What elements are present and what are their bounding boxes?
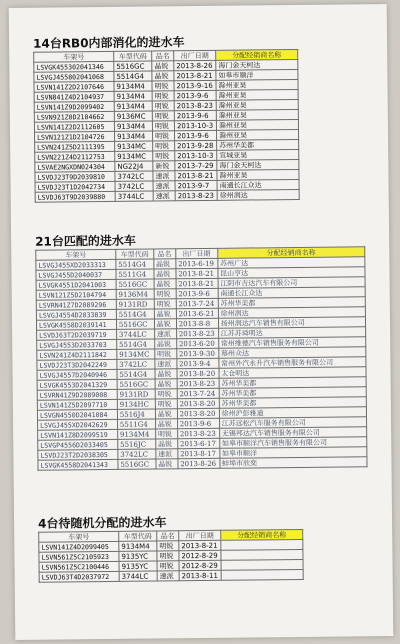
vin-cell: LSVRN41Z7D2089296 xyxy=(36,299,116,310)
distributor-cell: 苏州华美都 xyxy=(219,387,366,399)
factory-date-cell: 2013-9-28 xyxy=(175,140,217,150)
distributor-cell: 昆山亨达 xyxy=(218,267,365,279)
model-code-cell: 5514G4 xyxy=(116,309,154,319)
model-code-cell: 9135YC xyxy=(119,551,157,561)
model-code-cell: 3744LC xyxy=(115,191,153,201)
distributor-cell: 江阴市吉达汽车有限公司 xyxy=(218,277,365,289)
section-title: 14台RB0内部消化的进水车 xyxy=(33,35,185,51)
vin-cell: LSVN121Z1D2104726 xyxy=(35,131,115,142)
factory-date-cell: 2013-6-19 xyxy=(176,258,218,268)
factory-date-cell: 2013-8-21 xyxy=(175,170,217,180)
table-body xyxy=(34,49,300,202)
product-name-cell: 明锐 xyxy=(153,141,175,151)
distributor-header: 分配经销商名称 xyxy=(216,49,298,60)
vin-cell: LSVN561Z5C2100446 xyxy=(39,561,119,572)
vin-cell: LSVGJ455XD2042629 xyxy=(38,419,118,430)
distributor-cell: 苏州华美都 xyxy=(217,139,299,150)
vin-cell: LSVN121Z5D2104794 xyxy=(36,289,116,300)
product-name-cell: 明锐 xyxy=(154,299,176,309)
product-name-cell: 速派 xyxy=(156,449,178,459)
vin-cell: LSVDJ23T2D2038305 xyxy=(38,449,118,460)
product-name-cell: 速派 xyxy=(157,571,179,581)
model-code-cell: 3742LC xyxy=(117,359,155,369)
model-code-cell: 9134MC xyxy=(115,151,153,161)
distributor-cell: 江苏远松汽车服务有限公司 xyxy=(219,417,366,429)
product-name-cell: 晶锐 xyxy=(155,379,177,389)
vin-cell: LSVN221Z4D2112753 xyxy=(35,151,115,162)
section-random-allocation xyxy=(38,512,369,582)
model-code-cell: 9134MC xyxy=(117,349,155,359)
factory-date-cell: 2013-9-30 xyxy=(176,348,218,358)
model-code-cell: 5516GC xyxy=(117,379,155,389)
model-code-cell: 5516J4 xyxy=(117,409,155,419)
product-name-header: 品名 xyxy=(157,531,179,541)
distributor-cell: 常州维德汽车销售服务有限公司 xyxy=(218,337,365,349)
factory-date-cell: 2013-8-23 xyxy=(177,428,219,438)
distributor-cell: 滁州亚昊 xyxy=(216,99,298,110)
factory-date-cell: 2012-8-29 xyxy=(179,560,221,570)
vin-header: 车架号 xyxy=(36,249,116,260)
vin-cell: LSVN141Z5D2097710 xyxy=(37,399,117,410)
distributor-cell xyxy=(221,569,303,580)
factory-date-cell: 2013-7-29 xyxy=(175,160,217,170)
model-code-header: 车型代码 xyxy=(116,249,154,259)
model-code-cell: 9134M4 xyxy=(114,101,152,111)
factory-date-header: 出厂日期 xyxy=(174,50,216,60)
table-row xyxy=(38,457,367,470)
factory-date-cell: 2013-8-23 xyxy=(175,190,217,200)
product-name-cell: 明锐 xyxy=(155,399,177,409)
vehicle-table xyxy=(33,49,300,203)
product-name-cell: 晶锐 xyxy=(154,319,176,329)
distributor-cell: 如皋市顺洋 xyxy=(219,447,366,459)
model-code-cell: 3742LC xyxy=(118,449,156,459)
model-code-cell: 9131RD xyxy=(116,299,154,309)
vehicle-table xyxy=(35,246,367,470)
distributor-cell: 南通长江众达 xyxy=(217,179,299,190)
product-name-cell: 晶锐 xyxy=(154,339,176,349)
distributor-cell: 滁州亚昊 xyxy=(216,109,298,120)
distributor-cell: 海门金天柯达 xyxy=(217,159,299,170)
distributor-cell: 苏州华美都 xyxy=(219,397,366,409)
product-name-cell: 晶锐 xyxy=(154,309,176,319)
vin-cell: LSVGJ455XD2033313 xyxy=(36,259,116,270)
factory-date-cell: 2013-9-6 xyxy=(176,288,218,298)
factory-date-cell: 2013-8-20 xyxy=(177,408,219,418)
factory-date-cell: 2013-7-24 xyxy=(176,298,218,308)
distributor-cell: 慕州众达 xyxy=(218,347,365,359)
product-name-cell: 晶锐 xyxy=(154,279,176,289)
product-name-cell: 晶锐 xyxy=(156,459,178,469)
vin-cell: LSVN141Z2D2112605 xyxy=(34,121,114,132)
distributor-cell: 苏州华美都 xyxy=(219,377,366,389)
factory-date-cell: 2013-8-23 xyxy=(177,378,219,388)
section-title: 21台匹配的进水车 xyxy=(35,233,136,249)
model-code-cell: 9131RD xyxy=(117,389,155,399)
vin-cell: LSVN141Z4D2099405 xyxy=(39,541,119,552)
product-name-cell: 晶锐 xyxy=(155,369,177,379)
factory-date-cell: 2013-9-4 xyxy=(177,358,219,368)
factory-date-cell: 2013-10-3 xyxy=(174,120,216,130)
product-name-cell: 明锐 xyxy=(153,151,175,161)
model-code-cell: 3744LC xyxy=(116,329,154,339)
vin-cell: LSVN241Z4D2111842 xyxy=(37,349,117,360)
product-name-cell: 晶锐 xyxy=(152,61,174,71)
distributor-cell: 无锡邦达汽车销售服务有限公司 xyxy=(219,427,366,439)
model-code-cell: 9134M4 xyxy=(119,541,157,551)
factory-date-cell: 2013-6-20 xyxy=(176,338,218,348)
model-code-cell: 3742LC xyxy=(115,181,153,191)
model-code-cell: NG22J4 xyxy=(115,161,153,171)
product-name-cell: 明锐 xyxy=(152,101,174,111)
model-code-cell: 3744LC xyxy=(119,571,157,581)
product-name-cell: 速派 xyxy=(155,359,177,369)
model-code-cell: 9134MC xyxy=(115,141,153,151)
distributor-cell: 滁州亚昊 xyxy=(216,79,298,90)
factory-date-cell: 2013-8-21 xyxy=(174,70,216,80)
distributor-cell: 海门金天柯达 xyxy=(216,59,298,70)
vin-cell: LSVGK4551D2041003 xyxy=(36,279,116,290)
factory-date-cell: 2013-9-16 xyxy=(174,80,216,90)
factory-date-cell: 2012-8-29 xyxy=(179,550,221,560)
vin-cell: LSVGK4558D2041343 xyxy=(38,459,118,470)
factory-date-cell: 2013-8-21 xyxy=(179,540,221,550)
product-name-cell: 明锐 xyxy=(155,429,177,439)
distributor-cell: 江苏苏舜明达 xyxy=(218,327,365,339)
vin-cell: LSVGK4553D2041329 xyxy=(37,379,117,390)
table-body xyxy=(39,529,304,582)
vin-cell: LSVAE2NGXDN024304 xyxy=(35,161,115,172)
model-code-cell: 5514G4 xyxy=(117,339,155,349)
factory-date-cell: 2013-8-8 xyxy=(176,318,218,328)
model-code-header: 车型代码 xyxy=(114,51,152,61)
product-name-cell: 晶锐 xyxy=(154,259,176,269)
table-body xyxy=(36,247,367,470)
product-name-header: 品名 xyxy=(152,51,174,61)
factory-date-cell: 2013-8-20 xyxy=(177,368,219,378)
table-row xyxy=(35,189,299,202)
distributor-cell: 滁州亚昊 xyxy=(216,89,298,100)
distributor-cell: 滁州亚昊 xyxy=(217,169,299,180)
product-name-cell: 晶锐 xyxy=(155,419,177,429)
vin-cell: LSVGJ4553D2033703 xyxy=(37,339,117,350)
product-name-cell: 晶锐 xyxy=(152,71,174,81)
model-code-cell: 5516JC xyxy=(118,439,156,449)
model-code-cell: 5514G4 xyxy=(117,369,155,379)
model-code-cell: 9134M4 xyxy=(114,131,152,141)
distributor-cell: 蚌埠市欣奕 xyxy=(220,457,367,469)
vin-cell: LSVGJ455D2040037 xyxy=(36,269,116,280)
model-code-cell: 5514G4 xyxy=(114,71,152,81)
product-name-cell: 明锐 xyxy=(157,561,179,571)
vin-cell: LSVN841Z4D2104937 xyxy=(34,91,114,102)
factory-date-cell: 2013-8-17 xyxy=(178,448,220,458)
distributor-cell: 苏州广达 xyxy=(217,257,364,269)
factory-date-cell: 2013-10-3 xyxy=(175,150,217,160)
distributor-cell: 太仓明达 xyxy=(219,367,366,379)
vin-cell: LSVGP4556D2033405 xyxy=(38,439,118,450)
product-name-header: 品名 xyxy=(153,249,175,259)
vin-cell: LSVGJ4557D2040946 xyxy=(37,369,117,380)
distributor-cell: 滁州亚昊 xyxy=(216,129,298,140)
vin-cell: LSVGN4550D2041084 xyxy=(37,409,117,420)
factory-date-header: 出厂日期 xyxy=(179,530,221,540)
factory-date-cell: 2013-9-6 xyxy=(174,130,216,140)
vin-cell: LSVN141Z2D2107646 xyxy=(34,81,114,92)
distributor-cell: 徐州润达 xyxy=(217,189,299,200)
vin-cell: LSVN921Z0D2104662 xyxy=(34,111,114,122)
vin-cell: LSVDJ23T9D2039810 xyxy=(35,171,115,182)
vin-cell: LSVN561Z5C2105923 xyxy=(39,551,119,562)
distributor-cell: 常州外汽永升汽车销售服务有限公司 xyxy=(219,357,366,369)
vin-cell: LSVDJ63T9D2039880 xyxy=(35,191,115,202)
model-code-cell: 9136M4 xyxy=(116,289,154,299)
vin-cell: LSVDJ23T3D2042249 xyxy=(37,359,117,370)
factory-date-cell: 2013-8-23 xyxy=(174,100,216,110)
document-page xyxy=(9,4,394,640)
factory-date-cell: 2013-8-21 xyxy=(176,268,218,278)
product-name-cell: 明锐 xyxy=(152,91,174,101)
product-name-cell: 明锐 xyxy=(154,289,176,299)
factory-date-cell: 2013-8-20 xyxy=(177,398,219,408)
model-code-cell: 9136MC xyxy=(114,111,152,121)
vin-cell: LSVRN41Z9D2089008 xyxy=(37,389,117,400)
factory-date-cell: 2013-8-23 xyxy=(176,328,218,338)
factory-date-cell: 2013-9-6 xyxy=(177,418,219,428)
model-code-cell: 9134M4 xyxy=(117,429,155,439)
product-name-cell: 速派 xyxy=(153,171,175,181)
vin-cell: LSVDJ23T1D2042734 xyxy=(35,181,115,192)
distributor-cell: 如皋市顺洋 xyxy=(216,69,298,80)
distributor-cell: 徐州润达 xyxy=(218,307,365,319)
section-matched xyxy=(35,230,367,470)
vin-cell: LSVGK455302041346 xyxy=(34,61,114,72)
section-internal-digest xyxy=(33,32,365,202)
product-name-cell: 速派 xyxy=(154,329,176,339)
factory-date-cell: 2013-6-21 xyxy=(176,308,218,318)
product-name-cell: 明锐 xyxy=(152,121,174,131)
vin-header: 车架号 xyxy=(34,51,114,62)
vin-cell: LSVGK4558D2039141 xyxy=(36,319,116,330)
factory-date-cell: 2013-8-11 xyxy=(179,570,221,580)
factory-date-cell: 2013-6-17 xyxy=(177,438,219,448)
product-name-cell: 明锐 xyxy=(157,541,179,551)
model-code-cell: 3742LC xyxy=(115,171,153,181)
product-name-cell: 明锐 xyxy=(157,551,179,561)
factory-date-cell: 2013-9-6 xyxy=(174,110,216,120)
vin-cell: LSVN141Z9D2099402 xyxy=(34,101,114,112)
vin-cell: LSVN141Z8D2099519 xyxy=(38,429,118,440)
factory-date-cell: 2013-7-24 xyxy=(177,388,219,398)
distributor-header: 分配经销商名称 xyxy=(217,247,364,259)
distributor-cell: 如皋市顺洋汽车销售服务有限公司 xyxy=(219,437,366,449)
factory-date-cell: 2013-9-7 xyxy=(175,180,217,190)
product-name-cell: 明锐 xyxy=(155,389,177,399)
distributor-cell: 苏州华美都 xyxy=(218,297,365,309)
distributor-cell: 扬州润达汽车销售有限公司 xyxy=(218,317,365,329)
distributor-cell: 宣城亚昊 xyxy=(217,149,299,160)
vin-header: 车架号 xyxy=(39,531,119,542)
product-name-cell: 速派 xyxy=(153,181,175,191)
product-name-cell: 明锐 xyxy=(152,81,174,91)
vin-cell: LSVDJ63T2D2039719 xyxy=(37,329,117,340)
model-code-cell: 9135YC xyxy=(119,561,157,571)
product-name-cell: 新锐 xyxy=(153,161,175,171)
factory-date-header: 出厂日期 xyxy=(175,248,217,258)
model-code-cell: 5516GC xyxy=(118,459,156,469)
model-code-cell: 9134HC xyxy=(117,399,155,409)
distributor-cell: 滁州亚昊 xyxy=(216,119,298,130)
section-title: 4台待随机分配的进水车 xyxy=(38,515,167,531)
model-code-cell: 5516GC xyxy=(116,319,154,329)
factory-date-cell: 2013-8-21 xyxy=(176,278,218,288)
model-code-cell: 5514G4 xyxy=(116,259,154,269)
vehicle-table xyxy=(38,529,304,583)
factory-date-cell: 2013-9-6 xyxy=(174,90,216,100)
product-name-cell: 明锐 xyxy=(152,131,174,141)
table-row xyxy=(39,569,303,582)
model-code-cell: 5516GC xyxy=(116,279,154,289)
product-name-cell: 晶锐 xyxy=(154,269,176,279)
factory-date-cell: 2013-8-26 xyxy=(174,60,216,70)
distributor-cell: 南通长江众达 xyxy=(218,287,365,299)
model-code-cell: 9134M4 xyxy=(114,91,152,101)
model-code-cell: 5511G4 xyxy=(116,269,154,279)
vin-cell: LSVDJ63T4D2037972 xyxy=(39,571,119,582)
product-name-cell: 速派 xyxy=(153,191,175,201)
vin-cell: LSVGJ4554D2033839 xyxy=(36,309,116,320)
factory-date-cell: 2013-8-26 xyxy=(178,458,220,468)
product-name-cell: 明锐 xyxy=(155,349,177,359)
distributor-cell: 徐州沪彭雅迪 xyxy=(219,407,366,419)
product-name-cell: 晶锐 xyxy=(155,439,177,449)
model-code-header: 车型代码 xyxy=(119,531,157,541)
model-code-cell: 5511G4 xyxy=(117,419,155,429)
vin-cell: LSVN241Z5D2111395 xyxy=(35,141,115,152)
model-code-cell: 9134M4 xyxy=(114,121,152,131)
product-name-cell: 晶锐 xyxy=(155,409,177,419)
model-code-cell: 5516GC xyxy=(114,61,152,71)
model-code-cell: 9134M4 xyxy=(114,81,152,91)
distributor-header: 分配经销商名称 xyxy=(221,529,303,540)
product-name-cell: 明锐 xyxy=(152,111,174,121)
vin-cell: LSVGJ455802041068 xyxy=(34,71,114,82)
